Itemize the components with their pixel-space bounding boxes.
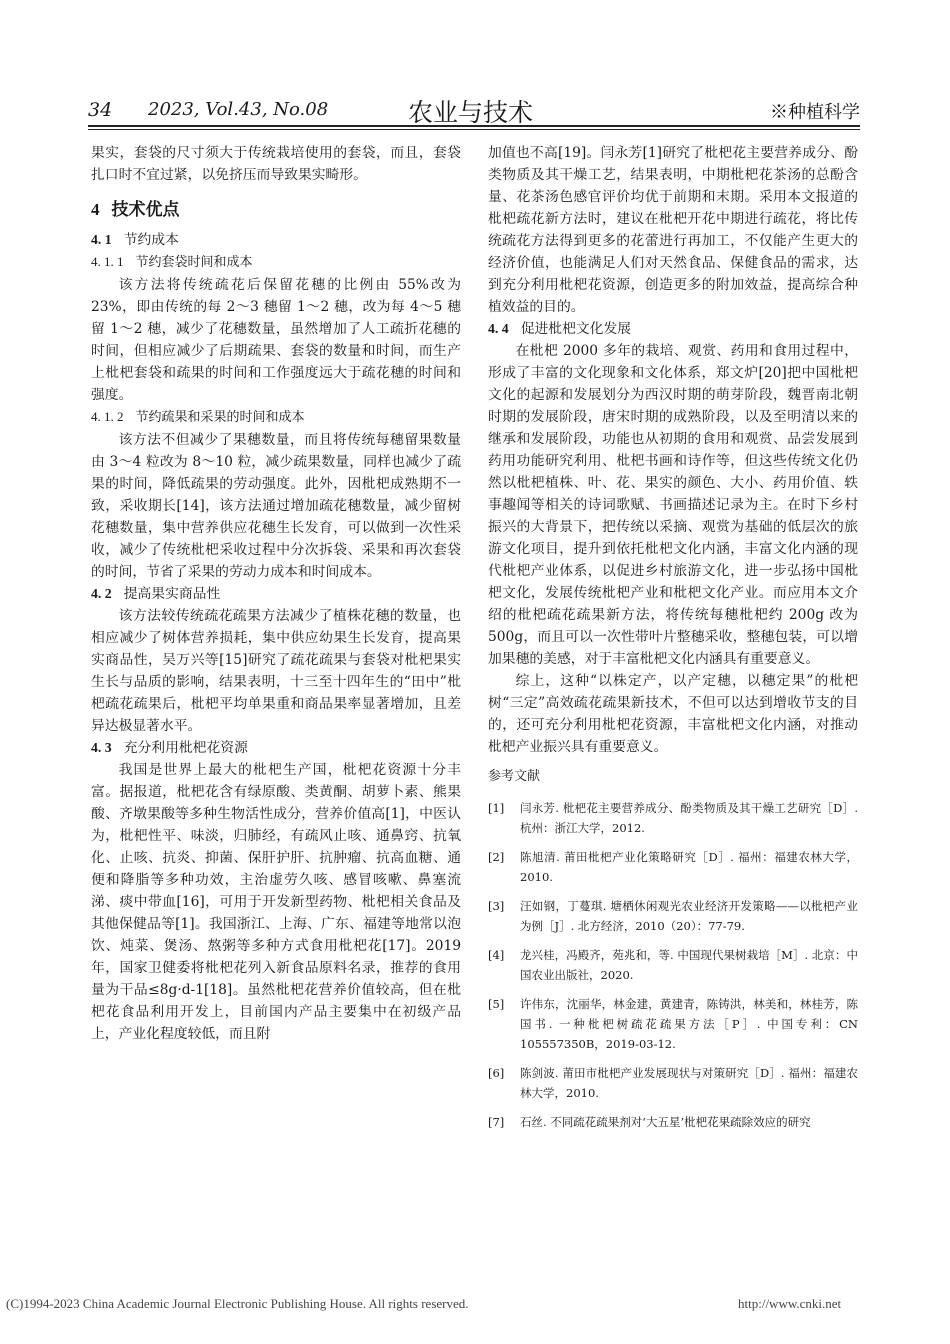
reference-item: [6] 陈剑波. 莆田市枇杷产业发展现状与对策研究［D］. 福州：福建农林大学，2010. xyxy=(488,1066,858,1100)
subsection-heading-4-2: 4. 2 提高果实商品性 xyxy=(91,586,221,602)
reference-item: [1] 闫永芳. 枇杷花主要营养成分、酚类物质及其干燥工艺研究［D］. 杭州：浙江大学，2012. xyxy=(488,801,858,835)
page-number: 34 xyxy=(88,99,113,121)
paragraph: 我国是世界上最大的枇杷生产国，枇杷花资源十分丰富。据报道，枇杷花含有绿原酸、类黄酮、胡萝卜素、熊果酸、齐墩果酸等多种生物活性成分，营养价值高[1]，中医认为，枇杷性平、味淡，归肺经，有疏风止咳、通鼻窍、抗氧化、止咳、抗炎、抑菌、保肝护肝、抗肿瘤、抗高血糖、通便和降脂等多种功效，主治虚劳久咳、感冒咳嗽、鼻塞流涕、痰中带血[16]，可用于开发新型药物、枇杷相关食品及其他保健品等[1]。我国浙江、上海、广东、福建等地常以泡饮、炖菜、煲汤、熬粥等多种方式食用枇杷花[17]。2019 年，国家卫健委将枇杷花列入新食品原料名录，推荐的食用量为干品≤8g·d-1[18]。虽然枇杷花营养价值较高，但在枇杷花食品利用开发上，目前国内产品主要集中在初级产品上，产业化程度较低，而且附 xyxy=(91,762,461,1042)
section-name: ※种植科学 xyxy=(770,102,860,123)
paragraph: 该方法较传统疏花疏果方法减少了植株花穗的数量，也相应减少了树体营养损耗，集中供应幼果生长发育，提高果实商品性，吴万兴等[15]研究了疏花疏果与套袋对枇杷果实生长与品质的影响，结果表明，十三至十四年生的“田中”枇杷疏花疏果后，枇杷平均单果重和商品果率显著增加，且差异达极显著水平。 xyxy=(91,608,461,734)
reference-item: [3] 汪如钢，丁蔓琪. 塘栖休闲观光农业经济开发策略——以枇杷产业为例［J］. 北方经济，2010（20）：77-79. xyxy=(488,899,858,933)
references-title: 参考文献 xyxy=(488,769,541,784)
section-heading-4: 4 技术优点 xyxy=(91,200,180,220)
reference-item: [7] 石丝. 不同疏花疏果剂对‘大五星’枇杷花果疏除效应的研究 xyxy=(488,1115,811,1129)
header-rule-thin xyxy=(88,129,860,130)
paragraph: 该方法不但减少了果穗数量，而且将传统每穗留果数量由 3～4 粒改为 8～10 粒，减少疏果数量，同样也减少了疏果的时间，降低疏果的劳动强度。此外，因枇杷成熟期不一致，采收期长[14]，该方法通过增加疏花穗数量，减少留树花穗数量，集中营养供应花穗生长发育，可以做到一次性采收，减少了传统枇杷采收过程中分次拆袋、采果和再次套袋的时间，节省了采果的劳动力成本和时间成本。 xyxy=(91,432,461,580)
reference-item: [5] 许伟东，沈丽华，林金建，黄建青，陈铸洪，林美和，林桂芳，陈国书. 一种枇杷树疏花疏果方法［P］. 中国专利：CN 105557350B，2019-03-12. xyxy=(488,997,858,1051)
issue-info: 2023, Vol.43, No.08 xyxy=(148,99,329,120)
reference-item: [4] 龙兴桂，冯殿齐，苑兆和，等. 中国现代果树栽培［M］. 北京：中国农业出版社，2020. xyxy=(488,948,858,982)
reference-item: [2] 陈旭清. 莆田枇杷产业化策略研究［D］. 福州：福建农林大学，2010. xyxy=(488,850,858,884)
right-column xyxy=(488,142,858,1141)
subsection-heading-4-1: 4. 1 节约成本 xyxy=(91,232,179,248)
subsection-heading-4-1-1: 4. 1. 1 节约套袋时间和成本 xyxy=(91,254,253,270)
paragraph: 加值也不高[19]。闫永芳[1]研究了枇杷花主要营养成分、酚类物质及其干燥工艺，结果表明，中期枇杷花茶汤的总酚含量、花茶汤色感官评价均优于前期和末期。采用本文报道的枇杷疏花新方法时，建议在枇杷开花中期进行疏花，将比传统疏花方法得到更多的花蕾进行再加工，不仅能产生更大的经济价值，也能满足人们对天然食品、保健食品的需求，达到充分利用枇杷花资源，创造更多的附加效益，提高综合种植效益的目的。 xyxy=(488,145,858,315)
footer-url-link[interactable]: http://www.cnki.net xyxy=(738,1296,842,1311)
subsection-heading-4-1-2: 4. 1. 2 节约疏果和采果的时间和成本 xyxy=(91,409,305,425)
journal-title: 农业与技术 xyxy=(408,98,534,127)
copyright-footer: (C)1994-2023 China Academic Journal Electronic Publishing House. All rights reserved. xyxy=(6,1296,469,1311)
paragraph: 综上，这种“以株定产，以产定穗，以穗定果”的枇杷树“三定”高效疏花疏果新技术，不但可以达到增收节支的目的，还可充分利用枇杷花资源，丰富枇杷文化内涵，对推动枇杷产业振兴具有重要意义。 xyxy=(488,673,858,755)
references-list xyxy=(488,798,858,1132)
paragraph: 果实，套袋的尺寸须大于传统栽培使用的套袋，而且，套袋扎口时不宜过紧，以免挤压而导致果实畸形。 xyxy=(91,145,461,183)
header-rule-thick xyxy=(88,125,860,127)
subsection-heading-4-4: 4. 4 促进枇杷文化发展 xyxy=(488,321,632,337)
paragraph: 该方法将传统疏花后保留花穗的比例由 55%改为 23%，即由传统的每 2～3 穗留 1～2 穗，改为每 4～5 穗留 1～2 穗，减少了花穗数量，虽然增加了人工疏折花穗的时间，但相应减少了后期疏果、套袋的数量和时间，而生产上枇杷套袋和疏果的时间和工作强度远大于疏花穗的时间和强度。 xyxy=(91,277,461,403)
paragraph: 在枇杷 2000 多年的栽培、观赏、药用和食用过程中，形成了丰富的文化现象和文化体系，郑文炉[20]把中国枇杷文化的起源和发展划分为西汉时期的萌芽阶段，魏晋南北朝时期的发展阶段，唐宋时期的成熟阶段，以及至明清以来的继承和发展阶段，功能也从初期的食用和观赏、品尝发展到药用功能研究利用、枇杷书画和诗作等，但这些传统文化仍然以枇杷植株、叶、花、果实的颜色、大小、药用价值、轶事趣闻等相关的诗词歌赋、书画描述记录为主。在时下乡村振兴的大背景下，把传统以采摘、观赏为基础的低层次的旅游文化项目，提升到依托枇杷文化内涵，丰富文化内涵的现代枇杷产业体系，以促进乡村旅游文化，进一步弘扬中国枇杷文化，发展传统枇杷产业和枇杷文化产业。而应用本文介绍的枇杷疏花疏果新方法，将传统每穗枇杷约 200g 改为 500g，而且可以一次性带叶片整穗采收，整穗包装，可以增加果穗的美感，对于丰富枇杷文化内涵具有重要意义。 xyxy=(488,343,858,667)
left-column xyxy=(91,142,461,1045)
subsection-heading-4-3: 4. 3 充分利用枇杷花资源 xyxy=(91,740,248,756)
